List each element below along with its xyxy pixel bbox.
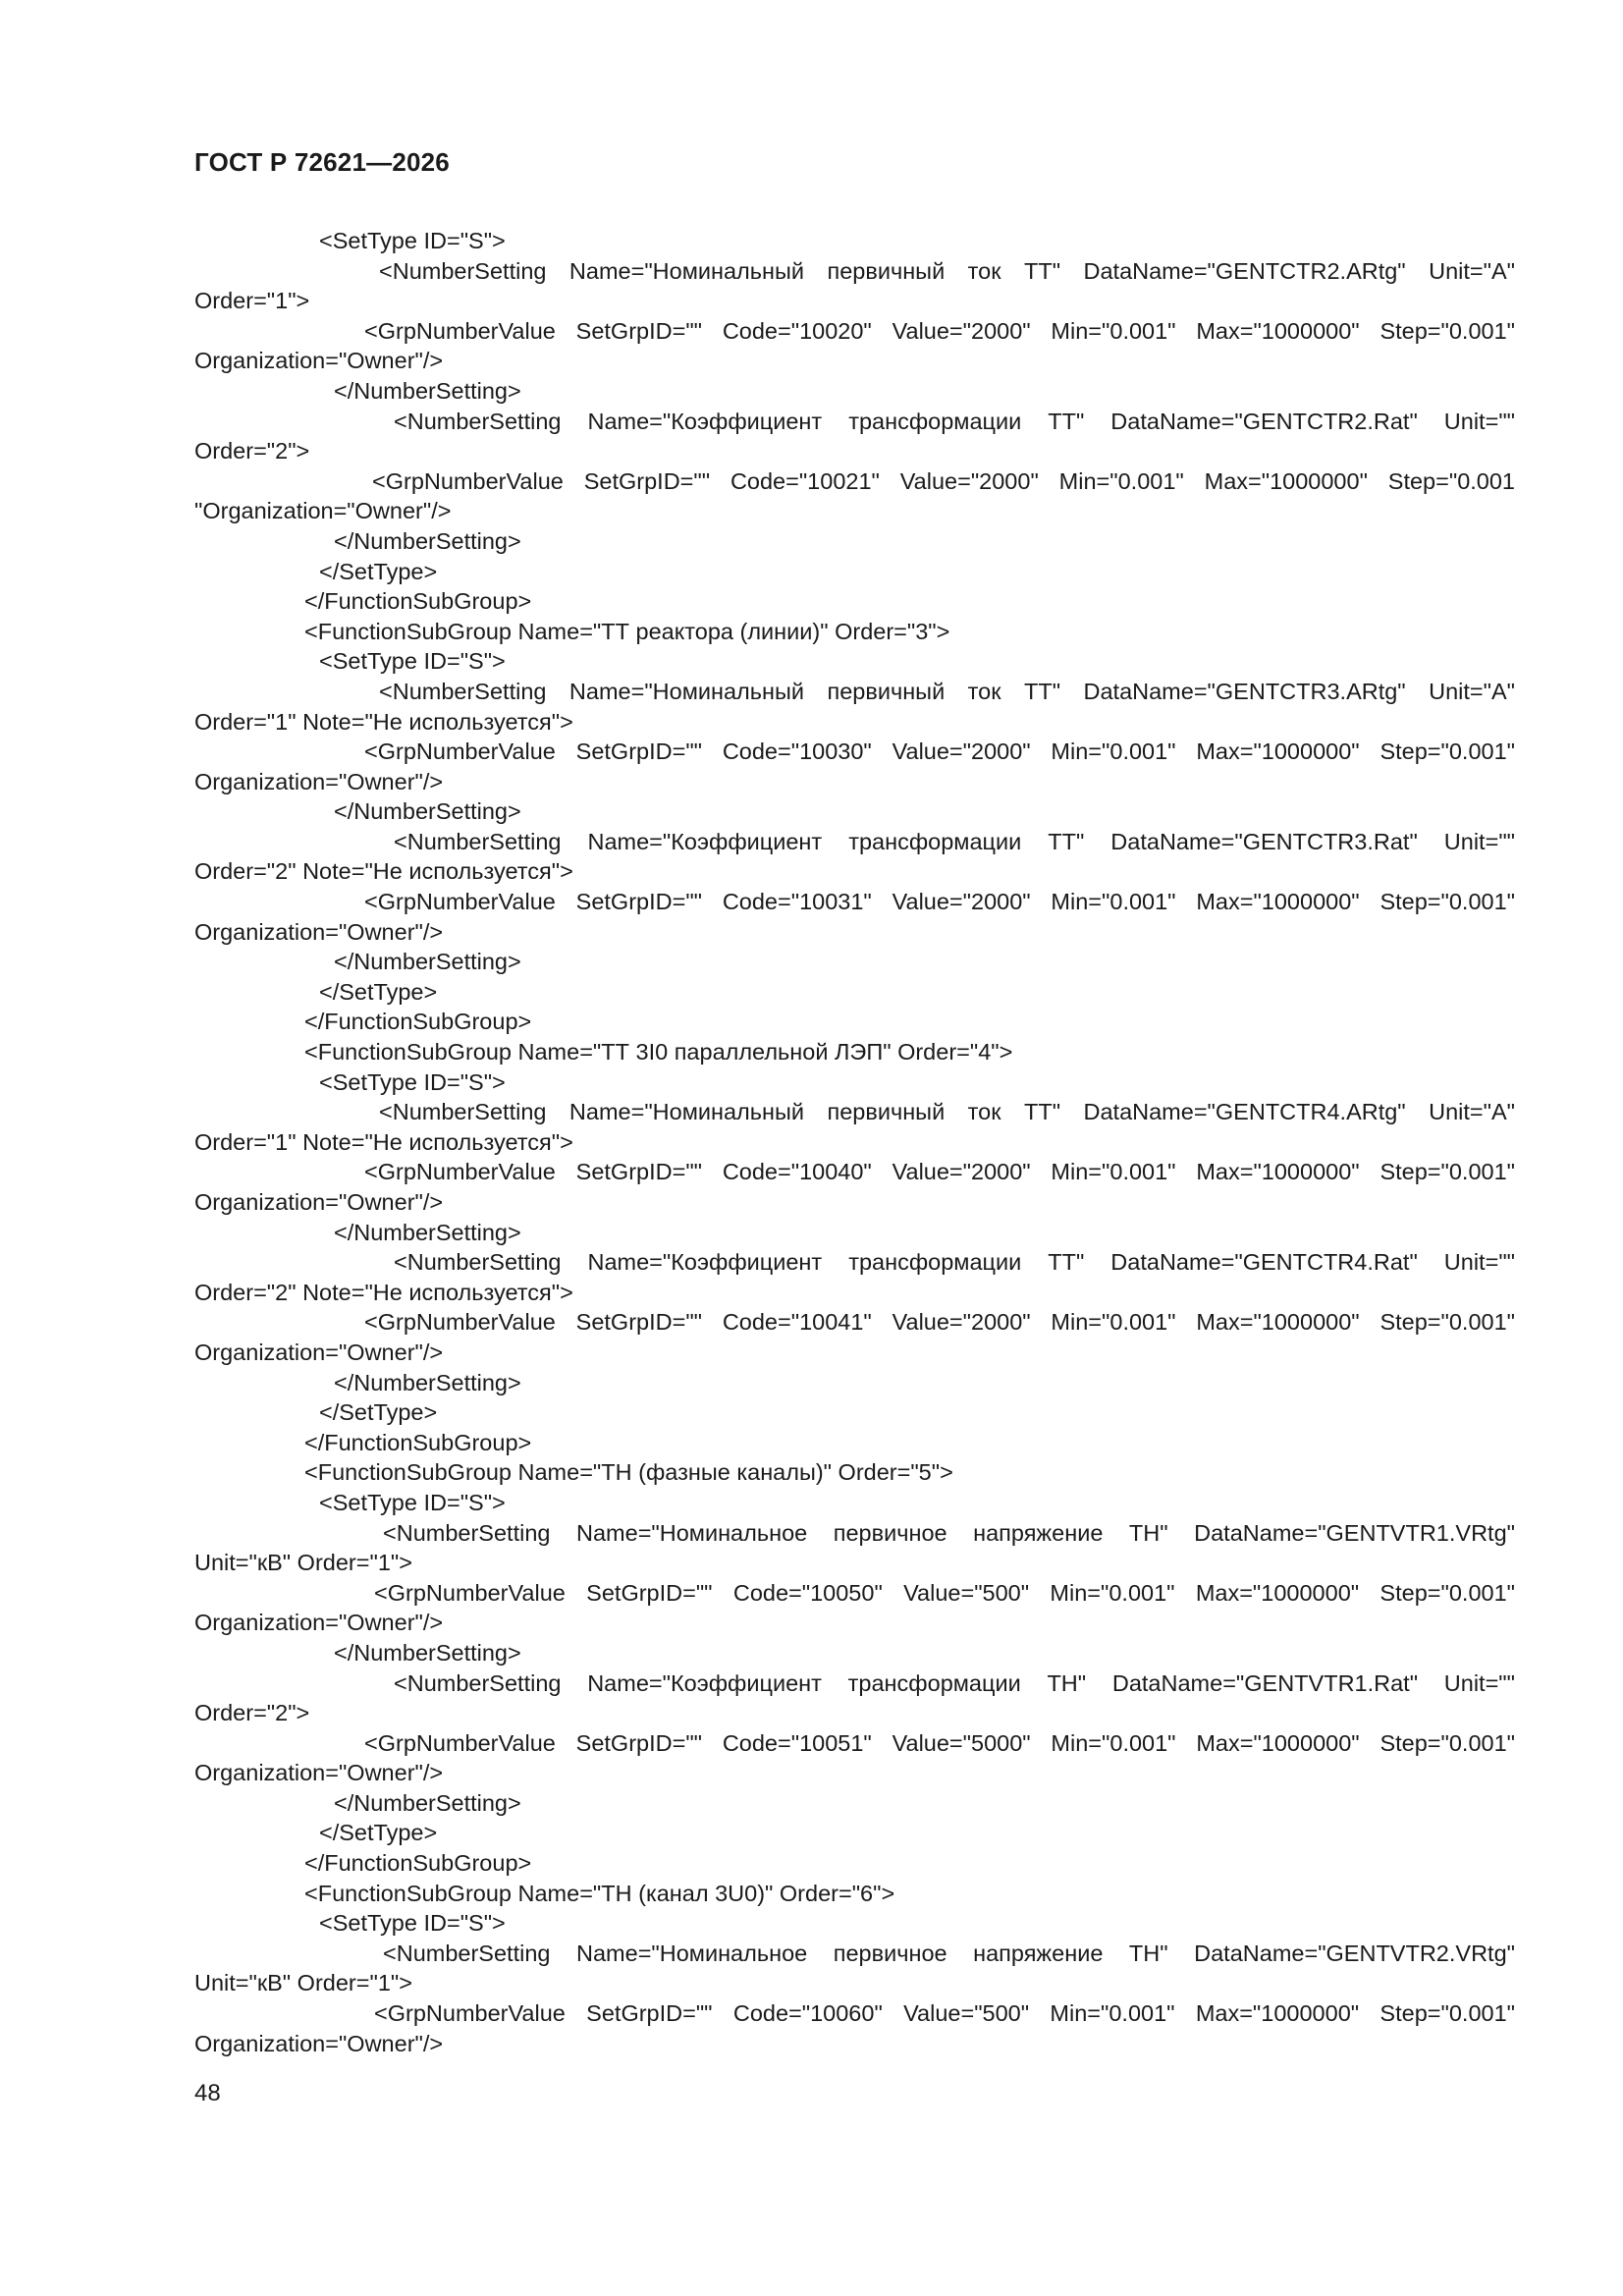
code-line: <NumberSetting Name="Номинальный первичный ток ТТ" DataName="GENTCTR3.ARtg" Unit="A" [379, 678, 1515, 704]
code-line: <NumberSetting Name="Номинальный первичный ток ТТ" DataName="GENTCTR2.ARtg" Unit="A" [379, 257, 1515, 284]
code-line: </NumberSetting> [334, 1789, 521, 1816]
code-line: <SetType ID="S"> [319, 228, 506, 253]
code-line: </SetType> [319, 1399, 438, 1426]
code-line: <GrpNumberValue SetGrpID="" Code="10050" Value="500" Min="0.001" Max="1000000" Step="0.001" [374, 1579, 1515, 1606]
code-line: </NumberSetting> [334, 1219, 521, 1245]
code-line: </NumberSetting> [334, 949, 521, 975]
code-line: <FunctionSubGroup Name="ТН (канал 3U0)" Order="6"> [304, 1880, 895, 1906]
code-line: <SetType ID="S"> [319, 1068, 506, 1095]
code-line: Order="1" Note="Не используется"> [194, 708, 573, 735]
document-header: ГОСТ Р 72621—2026 [194, 147, 450, 177]
code-line: Organization="Owner"/> [194, 1339, 444, 1365]
code-line: </NumberSetting> [334, 798, 521, 825]
code-line: Organization="Owner"/> [194, 1760, 444, 1786]
code-line: </FunctionSubGroup> [304, 1009, 532, 1035]
code-line: Organization="Owner"/> [194, 768, 444, 794]
code-line: Unit="кВ" Order="1"> [194, 1970, 412, 1996]
code-line: Organization="Owner"/> [194, 918, 444, 945]
code-line: </FunctionSubGroup> [304, 1850, 532, 1877]
code-line: <GrpNumberValue SetGrpID="" Code="10041" Value="2000" Min="0.001" Max="1000000" Step="0.001" [364, 1309, 1515, 1336]
code-line: <FunctionSubGroup Name="ТТ реактора (линии)" Order="3"> [304, 618, 950, 644]
code-line: </FunctionSubGroup> [304, 1429, 532, 1455]
code-line: Order="2" Note="Не используется"> [194, 1279, 573, 1305]
code-line: </SetType> [319, 978, 438, 1005]
code-line: <FunctionSubGroup Name="ТН (фазные каналы)" Order="5"> [304, 1459, 953, 1486]
code-line: </NumberSetting> [334, 1639, 521, 1666]
code-line: Organization="Owner"/> [194, 348, 444, 374]
code-line: <SetType ID="S"> [319, 1489, 506, 1515]
code-line: <SetType ID="S"> [319, 648, 506, 675]
code-line: <GrpNumberValue SetGrpID="" Code="10040" Value="2000" Min="0.001" Max="1000000" Step="0.001" [364, 1159, 1515, 1185]
code-line: <GrpNumberValue SetGrpID="" Code="10051" Value="5000" Min="0.001" Max="1000000" Step="0.001" [364, 1729, 1515, 1756]
code-line: </NumberSetting> [334, 1369, 521, 1395]
code-line: <GrpNumberValue SetGrpID="" Code="10060" Value="500" Min="0.001" Max="1000000" Step="0.001" [374, 2000, 1515, 2027]
code-line: </NumberSetting> [334, 527, 521, 554]
xml-listing [194, 226, 1515, 2058]
code-line: Organization="Owner"/> [194, 2030, 444, 2056]
code-line: <GrpNumberValue SetGrpID="" Code="10021" Value="2000" Min="0.001" Max="1000000" Step="0.001 [372, 467, 1515, 494]
code-line: <GrpNumberValue SetGrpID="" Code="10020" Value="2000" Min="0.001" Max="1000000" Step="0.001" [364, 317, 1515, 344]
code-line: <NumberSetting Name="Коэффициент трансформации ТТ" DataName="GENTCTR2.Rat" Unit="" [394, 408, 1515, 434]
code-line: Unit="кВ" Order="1"> [194, 1550, 412, 1576]
code-line: Order="2"> [194, 438, 310, 465]
code-line: <NumberSetting Name="Коэффициент трансформации ТТ" DataName="GENTCTR4.Rat" Unit="" [394, 1249, 1515, 1276]
code-line: <SetType ID="S"> [319, 1910, 506, 1937]
code-line: Organization="Owner"/> [194, 1610, 444, 1636]
code-line: <NumberSetting Name="Номинальный первичный ток ТТ" DataName="GENTCTR4.ARtg" Unit="A" [379, 1099, 1515, 1125]
code-line: <NumberSetting Name="Коэффициент трансформации ТН" DataName="GENTVTR1.Rat" Unit="" [394, 1669, 1515, 1696]
code-line: Order="1"> [194, 288, 310, 314]
page-number: 48 [194, 2080, 221, 2106]
code-line: <NumberSetting Name="Коэффициент трансформации ТТ" DataName="GENTCTR3.Rat" Unit="" [394, 828, 1515, 854]
code-line: </FunctionSubGroup> [304, 588, 532, 615]
code-line: <NumberSetting Name="Номинальное первичное напряжение ТН" DataName="GENTVTR1.VRtg" [383, 1519, 1515, 1546]
code-line: <FunctionSubGroup Name="ТТ 3I0 параллельной ЛЭП" Order="4"> [304, 1039, 1013, 1066]
code-line: <GrpNumberValue SetGrpID="" Code="10031" Value="2000" Min="0.001" Max="1000000" Step="0.001" [364, 889, 1515, 915]
code-line: </SetType> [319, 1820, 438, 1846]
code-line: </SetType> [319, 558, 438, 584]
code-line: Order="2" Note="Не используется"> [194, 858, 573, 885]
code-line: Order="1" Note="Не используется"> [194, 1128, 573, 1155]
code-line: Organization="Owner"/> [194, 1189, 444, 1215]
code-line: "Organization="Owner"/> [194, 498, 452, 524]
code-line: <NumberSetting Name="Номинальное первичное напряжение ТН" DataName="GENTVTR2.VRtg" [383, 1940, 1515, 1966]
code-line: </NumberSetting> [334, 377, 521, 404]
code-line: Order="2"> [194, 1700, 310, 1726]
code-line: <GrpNumberValue SetGrpID="" Code="10030" Value="2000" Min="0.001" Max="1000000" Step="0.001" [364, 738, 1515, 765]
